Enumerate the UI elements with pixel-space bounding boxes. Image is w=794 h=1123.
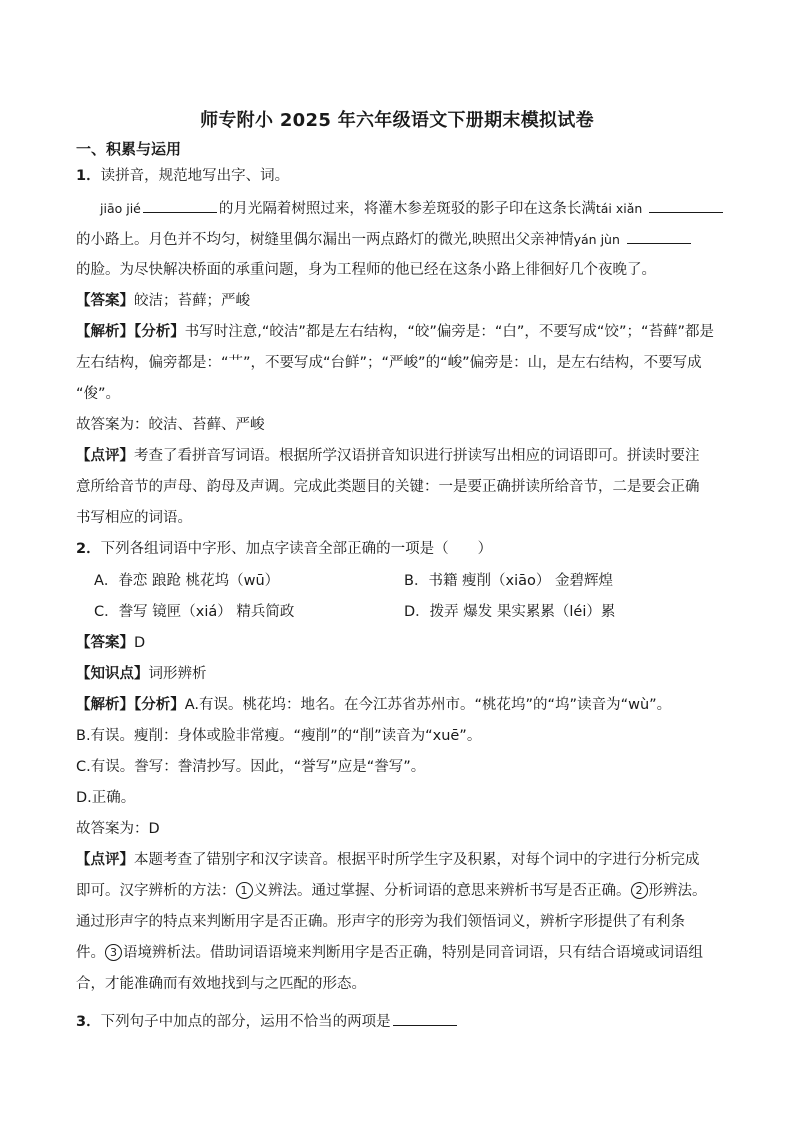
review-text: 即可。汉字辨析的方法：: [76, 883, 236, 899]
review-text: 考查了看拼音写词语。根据所学汉语拼音知识进行拼读写出相应的词语即可。拼读时要注: [134, 448, 700, 464]
passage-text: 的小路上。月色并不均匀，树缝里偶尔漏出一两点路灯的微光,映照出父亲神情: [76, 232, 574, 248]
section-heading: 一、积累与运用: [76, 140, 182, 158]
question-1-passage-line-2: [76, 229, 726, 251]
analysis-tag: 【解析】【分析】: [76, 324, 185, 340]
review-text: 形辨法。: [648, 883, 707, 899]
circled-number: 3: [105, 944, 122, 961]
review-line: [76, 881, 726, 903]
review-text: 件。: [76, 945, 105, 961]
analysis-line: [76, 322, 726, 344]
knowledge-point-text: 词形辨析: [148, 666, 207, 682]
question-text: 下列各组词语中字形、加点字读音全部正确的一项是（ ）: [100, 541, 493, 557]
passage-text: 的月光隔着树照过来，将灌木参差斑驳的影子印在这条长满: [218, 201, 596, 217]
circled-number: 2: [631, 882, 648, 899]
question-number: 2．: [76, 541, 101, 557]
conclusion-line: 故答案为：D: [76, 821, 160, 837]
answer-text: D: [134, 635, 146, 651]
review-text: 义辨法。通过掌握、分析词语的意思来辨析书写是否正确。: [253, 883, 631, 899]
pinyin-prompt: yán jùn: [573, 232, 620, 247]
analysis-line: B.有误。瘦削：身体或脸非常瘦。“瘦削”的“削”读音为“xuē”。: [76, 728, 482, 744]
question-text: 读拼音，规范地写出字、词。: [100, 168, 290, 184]
answer-line: [76, 633, 726, 655]
circled-number: 1: [236, 882, 253, 899]
question-number: 3．: [76, 1014, 101, 1030]
review-line: 书写相应的词语。: [76, 510, 192, 526]
review-line: 通过形声字的特点来判断用字是否正确。形声字的形旁为我们领悟词义，辨析字形提供了有利条: [76, 914, 685, 930]
option-b[interactable]: B．书籍 瘦削（xiāo） 金碧辉煌: [404, 573, 614, 589]
answer-tag: 【答案】: [76, 293, 134, 309]
answer-line: [76, 291, 726, 313]
answer-blank[interactable]: [627, 229, 691, 244]
review-line: [76, 943, 726, 965]
question-1-stem: [76, 166, 726, 188]
review-line: [76, 446, 726, 468]
analysis-tag: 【解析】【分析】: [76, 697, 185, 713]
analysis-line: “俊”。: [76, 386, 121, 402]
analysis-line: 左右结构，偏旁都是：“艹”，不要写成“台鲜”；“严峻”的“峻”偏旁是：山，是左右结构，不要写成: [76, 355, 702, 371]
review-tag: 【点评】: [76, 852, 134, 868]
question-1-passage-line-3: 的脸。为尽快解决桥面的承重问题，身为工程师的他已经在这条小路上徘徊好几个夜晚了。: [76, 262, 656, 278]
answer-blank[interactable]: [393, 1011, 457, 1026]
analysis-line: [76, 695, 726, 717]
question-2-stem: [76, 539, 726, 561]
answer-text: 皎洁；苔藓；严峻: [134, 293, 250, 309]
review-line: 合，才能准确而有效地找到与之匹配的形态。: [76, 976, 366, 992]
conclusion-line: 故答案为：皎洁、苔藓、严峻: [76, 417, 265, 433]
answer-blank[interactable]: [143, 198, 217, 213]
option-c[interactable]: C．誊写 镜匣（xiá） 精兵简政: [94, 604, 295, 620]
review-line: 意所给音节的声母、韵母及声调。完成此类题目的关键：一是要正确拼读所给音节，二是要会正确: [76, 479, 700, 495]
page-title: 师专附小 2025 年六年级语文下册期末模拟试卷: [200, 110, 594, 131]
review-text: 语境辨析法。借助词语语境来判断用字是否正确，特别是同音词语，只有结合语境或词语组: [123, 945, 703, 961]
question-1-passage-line-1: [100, 198, 730, 220]
pinyin-prompt: jiāo jié: [100, 201, 141, 216]
answer-tag: 【答案】: [76, 635, 134, 651]
review-tag: 【点评】: [76, 448, 134, 464]
analysis-line: D.正确。: [76, 790, 136, 806]
option-d[interactable]: D．拨弄 爆发 果实累累（léi）累: [404, 604, 616, 620]
analysis-text: A.有误。桃花坞：地名。在今江苏省苏州市。“桃花坞”的“坞”读音为“wù”。: [184, 697, 672, 713]
knowledge-point-tag: 【知识点】: [76, 666, 149, 682]
analysis-text: 书写时注意,“皎洁”都是左右结构，“皎”偏旁是：“白”，不要写成“饺”；“苔藓”都是: [184, 324, 714, 340]
review-line: [76, 850, 726, 872]
question-3-stem: [76, 1011, 726, 1033]
question-number: 1．: [76, 168, 101, 184]
option-a[interactable]: A．眷恋 踉跄 桃花坞（wū）: [94, 573, 280, 589]
knowledge-point-line: [76, 664, 726, 686]
analysis-line: C.有误。誊写：誊清抄写。因此，“誉写”应是“誊写”。: [76, 759, 426, 775]
answer-blank[interactable]: [649, 198, 723, 213]
question-text: 下列句子中加点的部分，运用不恰当的两项是: [100, 1014, 391, 1030]
pinyin-prompt: tái xiǎn: [595, 201, 643, 216]
review-text: 本题考查了错别字和汉字读音。根据平时所学生字及积累，对每个词中的字进行分析完成: [134, 852, 700, 868]
